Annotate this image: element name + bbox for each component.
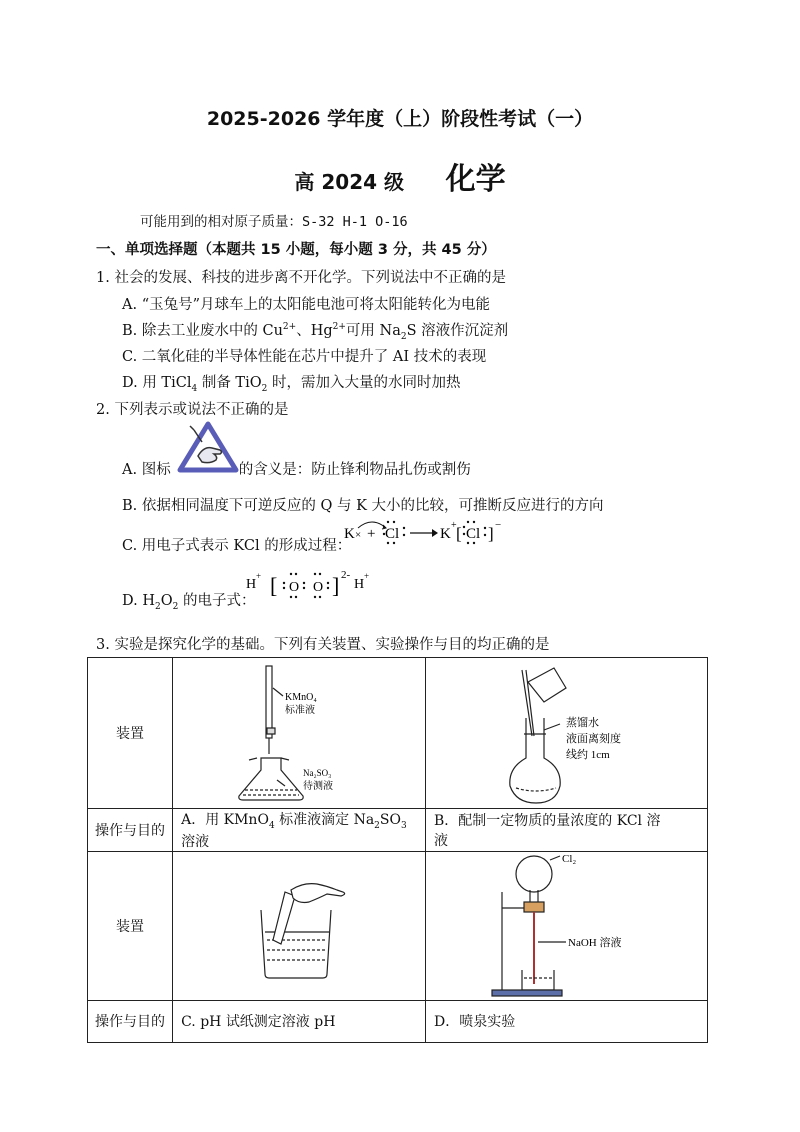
exam-subtitle — [0, 154, 800, 198]
volumetric-flask-figure — [426, 658, 706, 808]
q2-option-b: B. 依据相同温度下可逆反应的 Q 与 K 大小的比较，可推断反应进行的方向 — [122, 498, 604, 514]
q3-device-label-1: 装置 — [88, 658, 173, 809]
exam-title: 2025-2026 学年度（上）阶段性考试（一） — [206, 108, 594, 130]
q3-option-a: A．用 KMnO$_4$ 标准液滴定 $Na_2SO_3$ 溶液 — [173, 809, 426, 852]
svg-text:K: K — [440, 526, 451, 542]
h2o2-electron-formula — [244, 566, 384, 604]
ph-paper-beaker-figure — [173, 852, 423, 1000]
section-heading: 一、单项选择题（本题共 15 小题，每小题 3 分，共 45 分） — [96, 242, 496, 258]
titration-apparatus-figure — [173, 658, 423, 808]
q3-op-label-2: 操作与目的 — [88, 1000, 173, 1042]
kcl-electron-formula — [342, 516, 512, 550]
svg-text:O: O — [289, 580, 300, 595]
q3-option-b: B．配制一定物质的量浓度的 KCl 溶 液 — [426, 809, 708, 852]
svg-text:线约 1cm: 线约 1cm — [566, 749, 610, 761]
svg-text:]: ] — [488, 524, 494, 543]
svg-text:[: [ — [270, 573, 278, 598]
svg-text:+: + — [451, 520, 457, 531]
q1-option-b: B. 除去工业废水中的 $Cu^{2+}$、$Hg^{2+}$可用 $Na_2S$ 溶液作沉淀剂 — [122, 322, 509, 342]
svg-text:−: − — [495, 519, 502, 531]
svg-text:标准液: 标准液 — [285, 705, 316, 716]
svg-text:蒸馏水: 蒸馏水 — [566, 717, 600, 729]
svg-text:×: × — [355, 529, 362, 541]
q2-stem: 2. 下列表示或说法不正确的是 — [96, 402, 289, 418]
svg-text:H: H — [354, 577, 365, 592]
svg-text:2-: 2- — [341, 569, 351, 581]
svg-text:K: K — [344, 526, 355, 542]
svg-text:H: H — [246, 577, 257, 592]
q3-op-label-1: 操作与目的 — [88, 809, 173, 852]
q1-stem: 1. 社会的发展、科技的进步离不开化学。下列说法中不正确的是 — [96, 270, 506, 286]
q3-figure-c — [173, 851, 426, 1000]
q3-device-label-2: 装置 — [88, 851, 173, 1000]
q3-figure-a — [173, 658, 426, 809]
sharp-objects-hazard-icon — [176, 420, 240, 476]
q2-option-d: D. $H_2O_2$ 的电子式： — [122, 593, 256, 612]
q3-table — [87, 657, 708, 1043]
svg-text:KMnO₄: KMnO₄ — [285, 692, 317, 703]
q1-option-a: A. “玉兔号”月球车上的太阳能电池可将太阳能转化为电能 — [122, 297, 491, 313]
svg-text:液面离刻度: 液面离刻度 — [566, 733, 622, 745]
svg-text:+: + — [367, 526, 376, 542]
q1-option-c: C. 二氧化硅的半导体性能在芯片中提升了 AI 技术的表现 — [122, 349, 487, 365]
fountain-experiment-figure — [426, 852, 706, 1000]
svg-text:Cl₂: Cl₂ — [562, 852, 577, 865]
svg-text:Cl: Cl — [466, 526, 481, 542]
q3-stem: 3. 实验是探究化学的基础。下列有关装置、实验操作与目的均正确的是 — [96, 637, 550, 653]
q3-option-c: C. pH 试纸测定溶液 pH — [173, 1000, 426, 1042]
svg-text:待测液: 待测液 — [303, 781, 334, 792]
q3-option-d: D．喷泉实验 — [426, 1000, 708, 1042]
atomic-mass-note: 可能用到的相对原子质量：S-32 H-1 O-16 — [140, 214, 408, 230]
q1-option-d: D. 用 TiCl$_4$ 制备 TiO$_2$ 时，需加入大量的水同时加热 — [122, 375, 461, 394]
svg-text:[: [ — [456, 524, 462, 543]
svg-text:]: ] — [332, 573, 340, 598]
q2-option-c: C. 用电子式表示 KCl 的形成过程： — [122, 538, 352, 554]
svg-text:NaOH 溶液: NaOH 溶液 — [568, 936, 622, 949]
svg-text:Na₂SO₃: Na₂SO₃ — [303, 768, 332, 778]
subject-label: 化学 — [445, 162, 506, 197]
svg-text:Cl: Cl — [385, 526, 400, 542]
q3-figure-b — [426, 658, 708, 809]
svg-text:+: + — [256, 571, 262, 581]
q3-figure-d — [426, 851, 708, 1000]
svg-text:+: + — [364, 571, 370, 581]
grade-label: 高 2024 级 — [294, 170, 404, 194]
svg-text:O: O — [313, 580, 324, 595]
q2-option-a: A. 图标 的含义是：防止锋利物品扎伤或割伤 — [122, 462, 471, 478]
